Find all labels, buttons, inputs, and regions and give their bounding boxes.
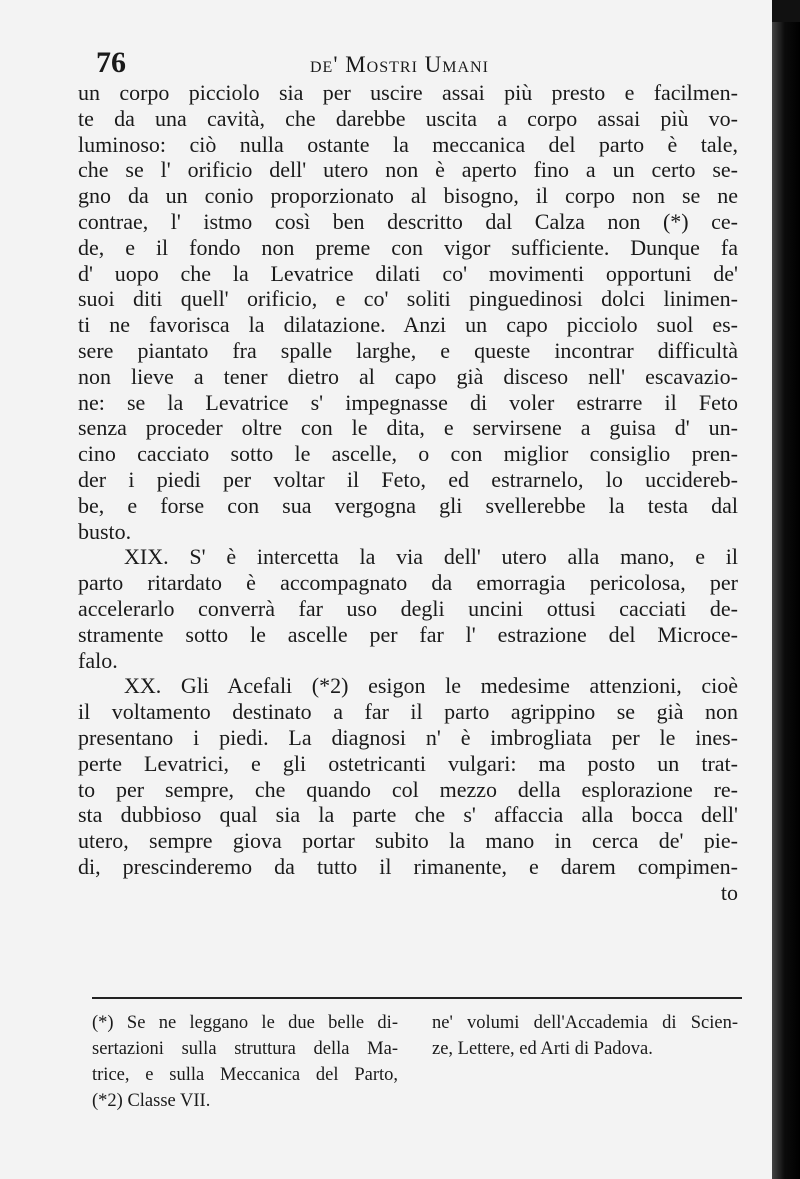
text-line: sta dubbioso qual sia la parte che s' affaccia alla bocca dell' <box>78 802 738 828</box>
footnotes-left-column <box>92 1010 398 1114</box>
footnotes-right-column <box>432 1010 738 1062</box>
text-line: perte Levatrici, e gli ostetricanti vulgari: ma posto un trat- <box>78 750 738 776</box>
text-line: non lieve a tener dietro al capo già disceso nell' escavazio- <box>78 363 738 389</box>
text-line: de, e il fondo non preme con vigor sufficiente. Dunque fa <box>78 234 738 260</box>
text-line: accelerarlo converrà far uso degli uncini ottusi cacciati de- <box>78 595 738 621</box>
text-line: to per sempre, che quando col mezzo della esplorazione re- <box>78 776 738 802</box>
catchword: to <box>720 879 738 905</box>
section-xx-start: XX. Gli Acefali (*2) esigon le medesime attenzioni, cioè <box>124 673 738 699</box>
text-line: ti ne favorisca la dilatazione. Anzi un capo picciolo suol es- <box>78 312 738 338</box>
text-line: un corpo picciolo sia per uscire assai più presto e facilmen- <box>78 80 738 105</box>
page-number: 76 <box>96 46 126 79</box>
text-line: falo. <box>78 647 118 673</box>
body-text <box>78 80 738 906</box>
text-line: contrae, l' istmo così ben descritto dal Calza non (*) ce- <box>78 208 738 234</box>
text-line: utero, sempre giova portar subito la mano in cerca de' pie- <box>78 828 738 854</box>
text-line: sere piantato fra spalle larghe, e queste incontrar difficultà <box>78 337 738 363</box>
text-line: che se l' orificio dell' utero non è aperto fino a un certo se- <box>78 157 738 183</box>
footnote-line: ze, Lettere, ed Arti di Padova. <box>432 1039 653 1059</box>
text-line: d' uopo che la Levatrice dilati co' movimenti opportuni de' <box>78 260 738 286</box>
text-line: stramente sotto le ascelle per far l' estrazione del Microce- <box>78 621 738 647</box>
text-line: be, e forse con sua vergogna gli svellerebbe la testa dal <box>78 492 738 518</box>
text-line: presentano i piedi. La diagnosi n' è imbrogliata per le ines- <box>78 724 738 750</box>
text-line: der i piedi per voltar il Feto, ed estrarnelo, lo uccidereb- <box>78 466 738 492</box>
footnote-rule <box>92 997 742 999</box>
text-line: cino cacciato sotto le ascelle, o con miglior consiglio pren- <box>78 441 738 467</box>
footnote-line: (*2) Classe VII. <box>92 1091 211 1111</box>
footnote-line: ne' volumi dell'Accademia di Scien- <box>432 1013 738 1033</box>
text-line: senza proceder oltre con le dita, e servirsene a guisa d' un- <box>78 415 738 441</box>
footnote-line: trice, e sulla Meccanica del Parto, <box>92 1065 398 1085</box>
footnote-line: (*) Se ne leggano le due belle di- <box>92 1013 398 1033</box>
text-line: di, prescinderemo da tutto il rimanente, e darem compimen- <box>78 853 738 879</box>
text-line: suoi diti quell' orificio, e co' soliti pinguedinosi dolci linimen- <box>78 286 738 312</box>
text-line: luminoso: ciò nulla ostante la meccanica del parto è tale, <box>78 131 738 157</box>
text-line: te da una cavità, che darebbe uscita a corpo assai più vo- <box>78 105 738 131</box>
book-spine-top <box>772 0 800 22</box>
text-line: busto. <box>78 518 132 544</box>
section-xix-start: XIX. S' è intercetta la via dell' utero alla mano, e il <box>124 544 738 570</box>
text-line: gno da un conio proporzionato al bisogno, il corpo non se ne <box>78 183 738 209</box>
book-spine-shadow <box>772 0 800 1179</box>
text-line: il voltamento destinato a far il parto agrippino se già non <box>78 699 738 725</box>
text-line: ne: se la Levatrice s' impegnasse di voler estrarre il Feto <box>78 389 738 415</box>
footnote-line: sertazioni sulla struttura della Ma- <box>92 1039 398 1059</box>
running-title: de' Mostri Umani <box>310 52 489 77</box>
text-line: parto ritardato è accompagnato da emorragia pericolosa, per <box>78 570 738 596</box>
running-header <box>96 38 736 78</box>
